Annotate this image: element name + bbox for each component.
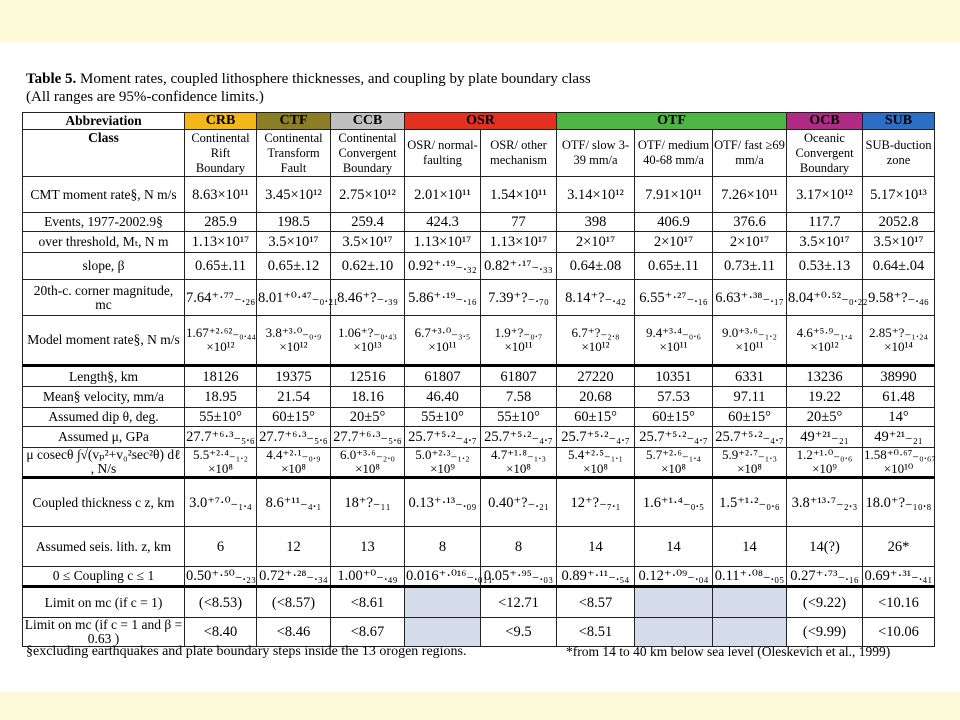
cell-limit2: [405, 618, 481, 647]
cell-integral: 4.7⁺¹·⁸₋₁.₃ ×10⁸: [481, 448, 557, 478]
cell-model: 1.67⁺²·⁶²₋₀.₄₄ ×10¹²: [185, 316, 257, 366]
cell-velocity: 46.40: [405, 387, 481, 408]
row-dip: [23, 408, 935, 427]
cell-integral: 4.4⁺²·¹₋₀.₉ ×10⁸: [257, 448, 331, 478]
top-band: [0, 0, 960, 42]
cell-limit2: (<9.99): [787, 618, 863, 647]
cell-thickness: 1.5⁺¹·²₋₀.₆: [713, 478, 787, 527]
moment-rate-table: [22, 112, 935, 647]
cell-corner: 8.46⁺?₋.₃₉: [331, 280, 405, 316]
cell-velocity: 21.54: [257, 387, 331, 408]
cell-dip: 55±10°: [481, 408, 557, 427]
cell-threshold: 3.5×10¹⁷: [331, 232, 405, 253]
header-osr: OSR: [405, 113, 557, 130]
cell-threshold: 1.13×10¹⁷: [481, 232, 557, 253]
cell-length: 19375: [257, 366, 331, 387]
row-label-integral: μ cosecθ ∫√(vₚ²+v₀²sec²θ) dℓ , N/s: [23, 448, 185, 478]
cell-mu: 25.7⁺⁵·²₋₄.₇: [557, 427, 635, 448]
cell-length: 13236: [787, 366, 863, 387]
cell-length: 27220: [557, 366, 635, 387]
row-label-coupling: 0 ≤ Coupling c ≤ 1: [23, 567, 185, 587]
header-ctf: CTF: [257, 113, 331, 130]
caption-title: Table 5.: [26, 71, 77, 87]
cell-events: 398: [557, 213, 635, 232]
cell-threshold: 2×10¹⁷: [557, 232, 635, 253]
cell-model: 1.9⁺?₋₀.₇ ×10¹¹: [481, 316, 557, 366]
row-threshold: [23, 232, 935, 253]
cell-mu: 25.7⁺⁵·²₋₄.₇: [635, 427, 713, 448]
cell-cmt: 7.91×10¹¹: [635, 177, 713, 213]
cell-seis: 14: [557, 527, 635, 567]
row-label-dip: Assumed dip θ, deg.: [23, 408, 185, 427]
cell-limit1: (<8.53): [185, 587, 257, 618]
cell-velocity: 18.16: [331, 387, 405, 408]
cell-integral: 5.7⁺²·⁶₋₁.₄ ×10⁸: [635, 448, 713, 478]
cell-corner: 9.58⁺?₋.₄₆: [863, 280, 935, 316]
cell-dip: 60±15°: [713, 408, 787, 427]
cell-slope: 0.62±.10: [331, 253, 405, 280]
cell-seis: 26*: [863, 527, 935, 567]
cell-integral: 5.4⁺²·⁵₋₁.₁ ×10⁸: [557, 448, 635, 478]
class-cell: Continental Convergent Boundary: [331, 130, 405, 177]
cell-seis: 6: [185, 527, 257, 567]
cell-coupling: 0.72⁺·²⁸₋.₃₄: [257, 567, 331, 587]
cell-limit2: <8.51: [557, 618, 635, 647]
cell-slope: 0.73±.11: [713, 253, 787, 280]
cell-seis: 8: [405, 527, 481, 567]
row-seis: [23, 527, 935, 567]
class-row: [23, 130, 935, 177]
cell-seis: 14(?): [787, 527, 863, 567]
cell-mu: 27.7⁺⁶·³₋₅.₆: [185, 427, 257, 448]
class-cell: OTF/ slow 3-39 mm/a: [557, 130, 635, 177]
cell-model: 6.7⁺?₋₂.₈ ×10¹²: [557, 316, 635, 366]
cell-mu: 27.7⁺⁶·³₋₅.₆: [331, 427, 405, 448]
cell-corner: 5.86⁺·¹⁹₋.₁₆: [405, 280, 481, 316]
cell-thickness: 8.6⁺¹¹₋₄.₁: [257, 478, 331, 527]
cell-threshold: 3.5×10¹⁷: [787, 232, 863, 253]
cell-threshold: 2×10¹⁷: [713, 232, 787, 253]
cell-integral: 5.0⁺²·³₋₁.₂ ×10⁹: [405, 448, 481, 478]
cell-coupling: 0.50⁺·⁵⁰₋.₂₃: [185, 567, 257, 587]
cell-model: 3.8⁺³·⁰₋₀.₉ ×10¹²: [257, 316, 331, 366]
cell-coupling: 0.27⁺·⁷³₋.₁₆: [787, 567, 863, 587]
cell-coupling: 0.016⁺·⁰¹⁶₋.₀₁₁: [405, 567, 481, 587]
cell-slope: 0.53±.13: [787, 253, 863, 280]
cell-slope: 0.92⁺·¹⁹₋.₃₂: [405, 253, 481, 280]
cell-integral: 5.5⁺²·⁴₋₁.₂ ×10⁸: [185, 448, 257, 478]
cell-cmt: 3.17×10¹²: [787, 177, 863, 213]
cell-thickness: 18⁺?₋₁₁: [331, 478, 405, 527]
cell-cmt: 3.45×10¹²: [257, 177, 331, 213]
row-label-velocity: Mean§ velocity, mm/a: [23, 387, 185, 408]
caption-note: (All ranges are 95%-confidence limits.): [26, 89, 264, 105]
cell-limit2: <9.5: [481, 618, 557, 647]
class-cell: OSR/ normal-faulting: [405, 130, 481, 177]
cell-coupling: 0.89⁺·¹¹₋.₅₄: [557, 567, 635, 587]
row-label-corner: 20th-c. corner magnitude, mc: [23, 280, 185, 316]
cell-model: 2.85⁺?₋₁.₂₄ ×10¹⁴: [863, 316, 935, 366]
class-cell: OSR/ other mechanism: [481, 130, 557, 177]
cell-cmt: 5.17×10¹³: [863, 177, 935, 213]
cell-dip: 55±10°: [185, 408, 257, 427]
cell-mu: 27.7⁺⁶·³₋₅.₆: [257, 427, 331, 448]
row-mu: [23, 427, 935, 448]
row-label-cmt: CMT moment rate§, N m/s: [23, 177, 185, 213]
row-label-seis: Assumed seis. lith. z, km: [23, 527, 185, 567]
cell-corner: 7.64⁺·⁷⁷₋.₂₆: [185, 280, 257, 316]
cell-mu: 25.7⁺⁵·²₋₄.₇: [405, 427, 481, 448]
class-label: Class: [23, 130, 185, 177]
cell-corner: 7.39⁺?₋.₇₀: [481, 280, 557, 316]
cell-velocity: 57.53: [635, 387, 713, 408]
cell-limit1: [713, 587, 787, 618]
cell-threshold: 1.13×10¹⁷: [405, 232, 481, 253]
cell-slope: 0.65±.11: [185, 253, 257, 280]
footnote-right: *from 14 to 40 km below sea level (Oleskevich et al., 1999): [566, 644, 891, 659]
class-cell: Continental Rift Boundary: [185, 130, 257, 177]
bottom-band: [0, 692, 960, 720]
cell-events: 2052.8: [863, 213, 935, 232]
cell-events: 285.9: [185, 213, 257, 232]
cell-model: 6.7⁺³·⁰₋₃.₅ ×10¹¹: [405, 316, 481, 366]
row-label-threshold: over threshold, Mₜ, N m: [23, 232, 185, 253]
cell-length: 10351: [635, 366, 713, 387]
cell-mu: 49⁺²¹₋₂₁: [787, 427, 863, 448]
cell-threshold: 3.5×10¹⁷: [257, 232, 331, 253]
cell-events: 77: [481, 213, 557, 232]
header-ccb: CCB: [331, 113, 405, 130]
row-label-limit2: Limit on mc (if c = 1 and β = 0.63 ): [23, 618, 185, 647]
class-cell: OTF/ medium 40-68 mm/a: [635, 130, 713, 177]
cell-limit1: <8.61: [331, 587, 405, 618]
cell-threshold: 1.13×10¹⁷: [185, 232, 257, 253]
row-cmt: [23, 177, 935, 213]
row-thickness: [23, 478, 935, 527]
cell-limit1: <10.16: [863, 587, 935, 618]
cell-coupling: 0.12⁺·⁰⁹₋.₀₄: [635, 567, 713, 587]
cell-dip: 60±15°: [635, 408, 713, 427]
row-corner: [23, 280, 935, 316]
cell-limit1: <8.57: [557, 587, 635, 618]
cell-integral: 6.0⁺³·⁶₋₂.₀ ×10⁸: [331, 448, 405, 478]
cell-seis: 8: [481, 527, 557, 567]
cell-cmt: 8.63×10¹¹: [185, 177, 257, 213]
row-label-slope: slope, β: [23, 253, 185, 280]
row-label-events: Events, 1977-2002.9§: [23, 213, 185, 232]
header-otf: OTF: [557, 113, 787, 130]
cell-dip: 60±15°: [557, 408, 635, 427]
caption-text: Moment rates, coupled lithosphere thicknesses, and coupling by plate boundary class: [76, 71, 591, 87]
cell-mu: 25.7⁺⁵·²₋₄.₇: [481, 427, 557, 448]
cell-events: 117.7: [787, 213, 863, 232]
cell-thickness: 1.6⁺¹·⁴₋₀.₅: [635, 478, 713, 527]
cell-length: 61807: [405, 366, 481, 387]
header-crb: CRB: [185, 113, 257, 130]
header-ocb: OCB: [787, 113, 863, 130]
row-length: [23, 366, 935, 387]
cell-length: 12516: [331, 366, 405, 387]
cell-seis: 14: [713, 527, 787, 567]
cell-velocity: 7.58: [481, 387, 557, 408]
cell-thickness: 0.40⁺?₋.₂₁: [481, 478, 557, 527]
row-events: [23, 213, 935, 232]
cell-limit2: <8.46: [257, 618, 331, 647]
cell-threshold: 3.5×10¹⁷: [863, 232, 935, 253]
cell-model: 1.06⁺?₋₀.₄₃ ×10¹³: [331, 316, 405, 366]
cell-coupling: 1.00⁺⁰₋.₄₉: [331, 567, 405, 587]
cell-limit1: <12.71: [481, 587, 557, 618]
cell-model: 9.0⁺³·⁶₋₁.₂ ×10¹¹: [713, 316, 787, 366]
cell-integral: 5.9⁺²·⁷₋₁.₃ ×10⁸: [713, 448, 787, 478]
cell-events: 424.3: [405, 213, 481, 232]
header-sub: SUB: [863, 113, 935, 130]
cell-coupling: 0.05⁺·⁹⁵₋.₀₃: [481, 567, 557, 587]
table-caption: [26, 70, 926, 106]
cell-seis: 14: [635, 527, 713, 567]
cell-velocity: 61.48: [863, 387, 935, 408]
header-row: [23, 113, 935, 130]
cell-length: 38990: [863, 366, 935, 387]
class-cell: OTF/ fast ≥69 mm/a: [713, 130, 787, 177]
row-slope: [23, 253, 935, 280]
cell-limit2: [713, 618, 787, 647]
cell-thickness: 18.0⁺?₋₁₀.₈: [863, 478, 935, 527]
cell-slope: 0.65±.11: [635, 253, 713, 280]
header-label: Abbreviation: [23, 113, 185, 130]
cell-coupling: 0.11⁺·⁰⁸₋.₀₅: [713, 567, 787, 587]
cell-cmt: 3.14×10¹²: [557, 177, 635, 213]
cell-velocity: 18.95: [185, 387, 257, 408]
cell-velocity: 19.22: [787, 387, 863, 408]
cell-velocity: 97.11: [713, 387, 787, 408]
cell-limit2: [635, 618, 713, 647]
cell-thickness: 3.0⁺⁷·⁰₋₁.₄: [185, 478, 257, 527]
cell-dip: 55±10°: [405, 408, 481, 427]
cell-integral: 1.58⁺⁰·⁶⁷₋₀.₆₇ ×10¹⁰: [864, 447, 936, 476]
cell-slope: 0.82⁺·¹⁷₋.₃₃: [481, 253, 557, 280]
cell-integral: 1.2⁺¹·⁰₋₀.₆ ×10⁹: [787, 448, 863, 478]
cell-corner: 6.63⁺·³⁸₋.₁₇: [713, 280, 787, 316]
class-cell: Oceanic Convergent Boundary: [787, 130, 863, 177]
cell-cmt: 2.75×10¹²: [331, 177, 405, 213]
cell-thickness: 3.8⁺¹³·⁷₋₂.₃: [787, 478, 863, 527]
cell-length: 61807: [481, 366, 557, 387]
cell-model: 4.6⁺⁵·⁹₋₁.₄ ×10¹²: [787, 316, 863, 366]
row-integral: [23, 448, 935, 478]
row-label-limit1: Limit on mc (if c = 1): [23, 587, 185, 618]
cell-limit1: (<9.22): [787, 587, 863, 618]
cell-dip: 14°: [863, 408, 935, 427]
cell-slope: 0.64±.08: [557, 253, 635, 280]
cell-slope: 0.65±.12: [257, 253, 331, 280]
cell-events: 406.9: [635, 213, 713, 232]
row-limit2: [23, 618, 935, 647]
cell-corner: 8.01⁺⁰·⁴⁷₋₀.₂₁: [257, 280, 331, 316]
cell-seis: 13: [331, 527, 405, 567]
cell-mu: 25.7⁺⁵·²₋₄.₇: [713, 427, 787, 448]
cell-thickness: 12⁺?₋₇.₁: [557, 478, 635, 527]
cell-corner: 8.14⁺?₋.₄₂: [557, 280, 635, 316]
row-velocity: [23, 387, 935, 408]
cell-thickness: 0.13⁺·¹³₋.₀₉: [405, 478, 481, 527]
cell-velocity: 20.68: [557, 387, 635, 408]
cell-limit2: <8.67: [331, 618, 405, 647]
cell-slope: 0.64±.04: [863, 253, 935, 280]
cell-seis: 12: [257, 527, 331, 567]
cell-limit1: [635, 587, 713, 618]
cell-events: 259.4: [331, 213, 405, 232]
row-label-model: Model moment rate§, N m/s: [23, 316, 185, 366]
cell-dip: 60±15°: [257, 408, 331, 427]
cell-limit2: <8.40: [185, 618, 257, 647]
row-label-length: Length§, km: [23, 366, 185, 387]
class-cell: SUB-duction zone: [863, 130, 935, 177]
row-label-mu: Assumed μ, GPa: [23, 427, 185, 448]
cell-length: 18126: [185, 366, 257, 387]
row-limit1: [23, 587, 935, 618]
row-coupling: [23, 567, 935, 587]
cell-length: 6331: [713, 366, 787, 387]
cell-events: 198.5: [257, 213, 331, 232]
class-cell: Continental Transform Fault: [257, 130, 331, 177]
cell-limit1: (<8.57): [257, 587, 331, 618]
cell-corner: 8.04⁺⁰·⁵²₋₀.₂₂: [787, 280, 863, 316]
cell-model: 9.4⁺³·⁴₋₀.₆ ×10¹¹: [635, 316, 713, 366]
cell-corner: 6.55⁺·²⁷₋.₁₆: [635, 280, 713, 316]
cell-cmt: 7.26×10¹¹: [713, 177, 787, 213]
cell-cmt: 1.54×10¹¹: [481, 177, 557, 213]
cell-mu: 49⁺²¹₋₂₁: [863, 427, 935, 448]
row-model: [23, 316, 935, 366]
cell-threshold: 2×10¹⁷: [635, 232, 713, 253]
cell-limit2: <10.06: [863, 618, 935, 647]
cell-dip: 20±5°: [331, 408, 405, 427]
cell-coupling: 0.69⁺·³¹₋.₄₁: [863, 567, 935, 587]
footnote-left: §excluding earthquakes and plate boundary steps inside the 13 orogen regions.: [26, 644, 467, 659]
cell-limit1: [405, 587, 481, 618]
cell-dip: 20±5°: [787, 408, 863, 427]
cell-cmt: 2.01×10¹¹: [405, 177, 481, 213]
cell-events: 376.6: [713, 213, 787, 232]
row-label-thickness: Coupled thickness c z, km: [23, 478, 185, 527]
